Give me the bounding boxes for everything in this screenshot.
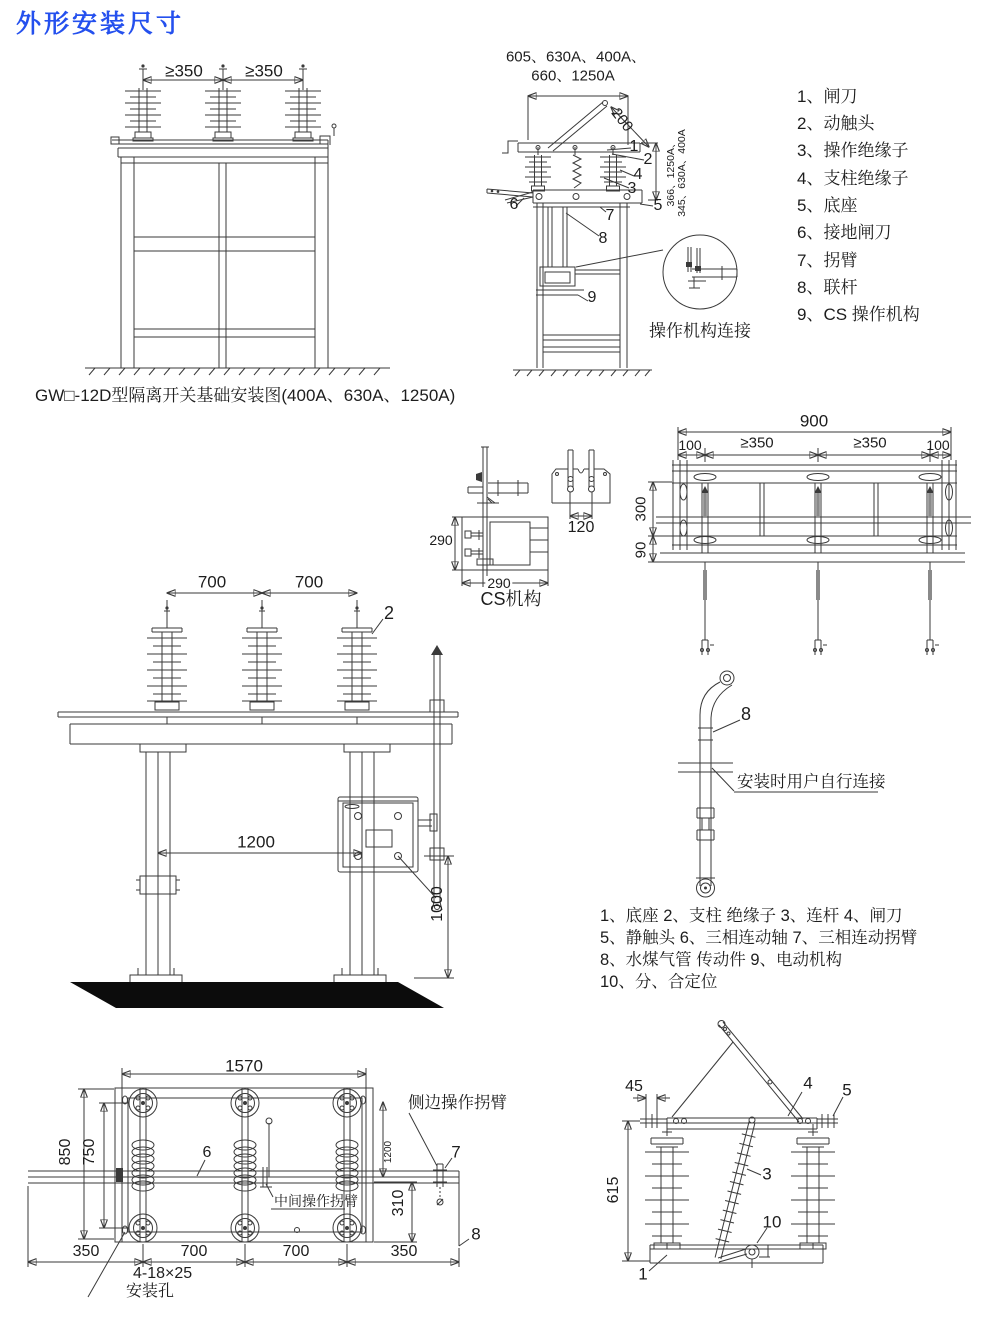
dim-right-line1: 366、1250A、 [664, 137, 677, 207]
figure-plan-top-art [648, 427, 971, 655]
callout-4: 4 [633, 166, 643, 183]
callout-8: 8 [471, 1224, 481, 1244]
dim-700-left: 700 [197, 572, 227, 592]
callout-1: 1 [638, 1264, 648, 1284]
dim-1200-small: 1200 [383, 1140, 394, 1164]
callout-10: 10 [762, 1212, 782, 1232]
legend-item: 6、接地闸刀 [797, 223, 892, 242]
note-mid-crank: 中间操作拐臂 [274, 1193, 358, 1209]
figure-a-caption: GW□-12D型隔离开关基础安装图(400A、630A、1250A) [35, 386, 456, 405]
dim-ge350-right: ≥350 [853, 434, 887, 452]
detail-caption: 操作机构连接 [649, 321, 751, 341]
legend-item: 9、CS 操作机构 [797, 305, 920, 324]
dim-350-left: 350 [72, 1243, 100, 1260]
legend-line: 10、分、合定位 [600, 973, 718, 991]
dim-290-v: 290 [429, 532, 453, 548]
install-note: 安装时用户自行连接 [737, 773, 886, 791]
callout-2: 2 [643, 151, 653, 168]
dim-200: 200 [607, 104, 637, 136]
figure-front-mid-art [58, 593, 458, 1008]
dim-45: 45 [625, 1078, 643, 1095]
note-hole-label: 安装孔 [126, 1283, 175, 1300]
dim-290-h: 290 [487, 575, 511, 591]
note-side-crank: 侧边操作拐臂 [408, 1094, 507, 1112]
legend-item: 3、操作绝缘子 [797, 141, 909, 160]
callout-6: 6 [509, 196, 519, 213]
callout-1: 1 [629, 138, 639, 155]
dim-right-line2: 345、630A、400A [675, 129, 688, 217]
dim-900: 900 [799, 411, 829, 431]
dim-ge350-left: ≥350 [740, 434, 774, 452]
dim-100-left: 100 [678, 437, 702, 453]
callout-3: 3 [762, 1164, 772, 1184]
dim-615: 615 [605, 1176, 622, 1204]
legend-item: 1、闸刀 [797, 87, 858, 106]
legend-line: 1、底座 2、支柱 绝缘子 3、连杆 4、闸刀 [600, 907, 903, 925]
callout-7: 7 [451, 1142, 461, 1162]
legend-line: 8、水煤气管 传动件 9、电动机构 [600, 951, 843, 969]
figure-cs-caption: CS机构 [480, 589, 542, 609]
legend-item: 7、拐臂 [797, 251, 858, 270]
legend-line: 5、静触头 6、三相连动轴 7、三相连动拐臂 [600, 929, 918, 947]
legend-item: 5、底座 [797, 196, 858, 215]
figure-cs-art [452, 447, 610, 587]
legend-item: 4、支柱绝缘子 [797, 169, 909, 188]
callout-5: 5 [842, 1080, 852, 1100]
callout-2: 2 [383, 603, 395, 623]
dim-ge350-left: ≥350 [165, 61, 203, 81]
dim-120: 120 [567, 519, 595, 536]
callout-5: 5 [653, 197, 663, 214]
callout-8: 8 [598, 230, 608, 247]
callout-3: 3 [627, 180, 637, 197]
dim-700-right: 700 [294, 572, 324, 592]
dim-1000: 1000 [429, 886, 446, 922]
dim-1200: 1200 [237, 832, 275, 852]
dim-310: 310 [390, 1189, 407, 1217]
figure-side-bottom-art [622, 1021, 843, 1272]
dim-ge350-right: ≥350 [245, 61, 283, 81]
callout-8: 8 [740, 704, 752, 724]
dim-300: 300 [632, 496, 650, 522]
dim-top-line2: 660、1250A [531, 67, 615, 85]
dim-top-line1: 605、630A、400A、 [505, 48, 647, 66]
dim-850: 850 [57, 1138, 74, 1166]
callout-4: 4 [803, 1073, 813, 1093]
note-hole-size: 4-18×25 [133, 1265, 193, 1282]
callout-6: 6 [202, 1144, 212, 1161]
dim-90: 90 [632, 541, 650, 559]
figure-front-top-art [85, 61, 390, 375]
dim-750: 750 [81, 1138, 98, 1166]
legend-item: 8、联杆 [797, 278, 858, 297]
dim-1570: 1570 [225, 1056, 263, 1076]
dim-100-right: 100 [926, 437, 950, 453]
dim-700-right: 700 [282, 1243, 310, 1260]
dim-350-right: 350 [390, 1243, 418, 1260]
callout-7: 7 [605, 207, 615, 224]
legend-item: 2、动触头 [797, 114, 875, 133]
callout-9: 9 [587, 289, 597, 306]
dim-700-left: 700 [180, 1243, 208, 1260]
figure-plan-bottom-art [28, 1068, 469, 1297]
page-title: 外形安装尺寸 [16, 10, 185, 38]
